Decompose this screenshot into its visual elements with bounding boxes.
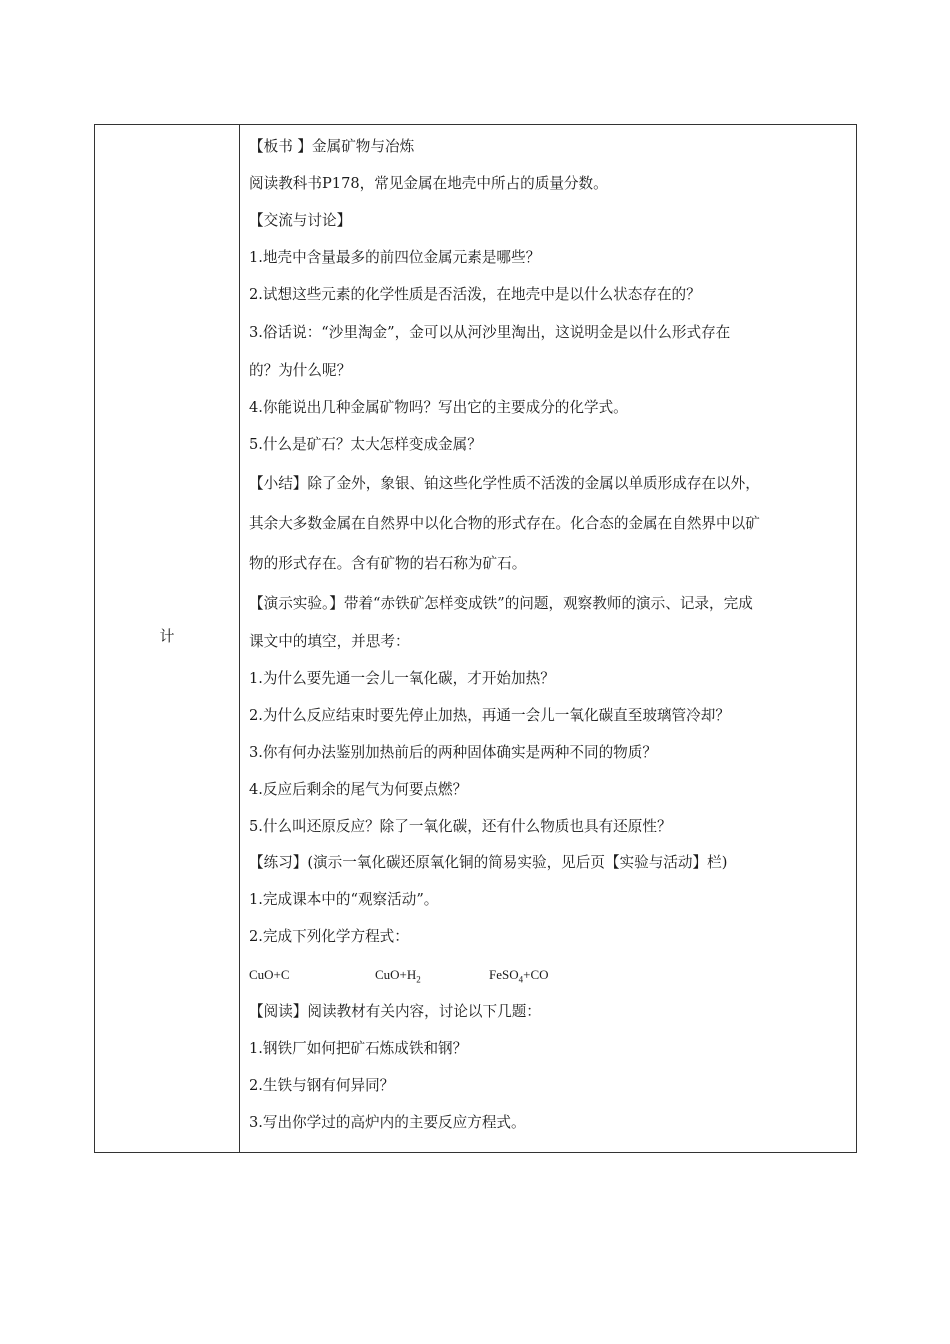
text-line: 【演示实验。】带着“赤铁矿怎样变成铁”的问题，观察教师的演示、记录，完成 xyxy=(249,595,753,613)
text-line: 【练习】(演示一氧化碳还原氧化铜的简易实验，见后页【实验与活动】栏) xyxy=(249,854,728,872)
text-line: 【板书 】金属矿物与冶炼 xyxy=(249,138,415,155)
text-line: 5.什么是矿石？太大怎样变成金属？ xyxy=(249,436,482,454)
text-line: 1.钢铁厂如何把矿石炼成铁和钢？ xyxy=(249,1040,468,1058)
formula-feso4-co: FeSO$_4$+CO xyxy=(489,967,549,985)
text-line: 的？为什么呢？ xyxy=(249,362,352,380)
text-line: 2.试想这些元素的化学性质是否活泼，在地壳中是以什么状态存在的？ xyxy=(249,285,701,303)
text-line: 【交流与讨论】 xyxy=(249,211,352,229)
text-line: 3.写出你学过的高炉内的主要反应方程式。 xyxy=(249,1113,526,1131)
formula-cuo-h2: $CuO+H_2$ xyxy=(375,967,421,985)
text-line: 2.生铁与钢有何异同？ xyxy=(249,1076,395,1094)
text-line: 【小结】除了金外，象银、铂这些化学性质不活泼的金属以单质形成存在以外， xyxy=(249,475,760,493)
text-line: 物的形式存在。含有矿物的岩石称为矿石。 xyxy=(249,555,527,573)
formula-cuo-c: CuO+C xyxy=(249,967,290,983)
formula-row xyxy=(249,956,848,994)
text-line: 【阅读】阅读教材有关内容，讨论以下几题： xyxy=(249,1003,541,1021)
table-left-column xyxy=(95,125,240,1152)
text-line: 4.反应后剩余的尾气为何要点燃？ xyxy=(249,780,468,798)
text-line: 1.为什么要先通一会儿一氧化碳，才开始加热？ xyxy=(249,670,555,688)
text-line: 4.你能说出几种金属矿物吗？写出它的主要成分的化学式。 xyxy=(249,399,628,417)
text-line: 2.完成下列化学方程式： xyxy=(249,928,409,946)
text-line: 2.为什么反应结束时要先停止加热，再通一会儿一氧化碳直至玻璃管冷却？ xyxy=(249,706,730,724)
lesson-table xyxy=(94,124,857,1153)
text-line: 1.地壳中含量最多的前四位金属元素是哪些？ xyxy=(249,248,541,266)
text-line: 其余大多数金属在自然界中以化合物的形式存在。化合态的金属在自然界中以矿 xyxy=(249,515,760,533)
text-line: 3.你有何办法鉴别加热前后的两种固体确实是两种不同的物质？ xyxy=(249,743,657,761)
left-column-label: 计 xyxy=(159,627,175,645)
text-line: 课文中的填空，并思考： xyxy=(249,633,410,651)
text-line: 1.完成课本中的“观察活动”。 xyxy=(249,891,439,909)
table-content-column xyxy=(240,125,856,1152)
text-line: 3.俗话说：“沙里淘金”，金可以从河沙里淘出，这说明金是以什么形式存在 xyxy=(249,324,731,342)
text-line: 5.什么叫还原反应？除了一氧化碳，还有什么物质也具有还原性？ xyxy=(249,817,672,835)
text-line: 阅读教科书P178，常见金属在地壳中所占的质量分数。 xyxy=(249,174,608,192)
